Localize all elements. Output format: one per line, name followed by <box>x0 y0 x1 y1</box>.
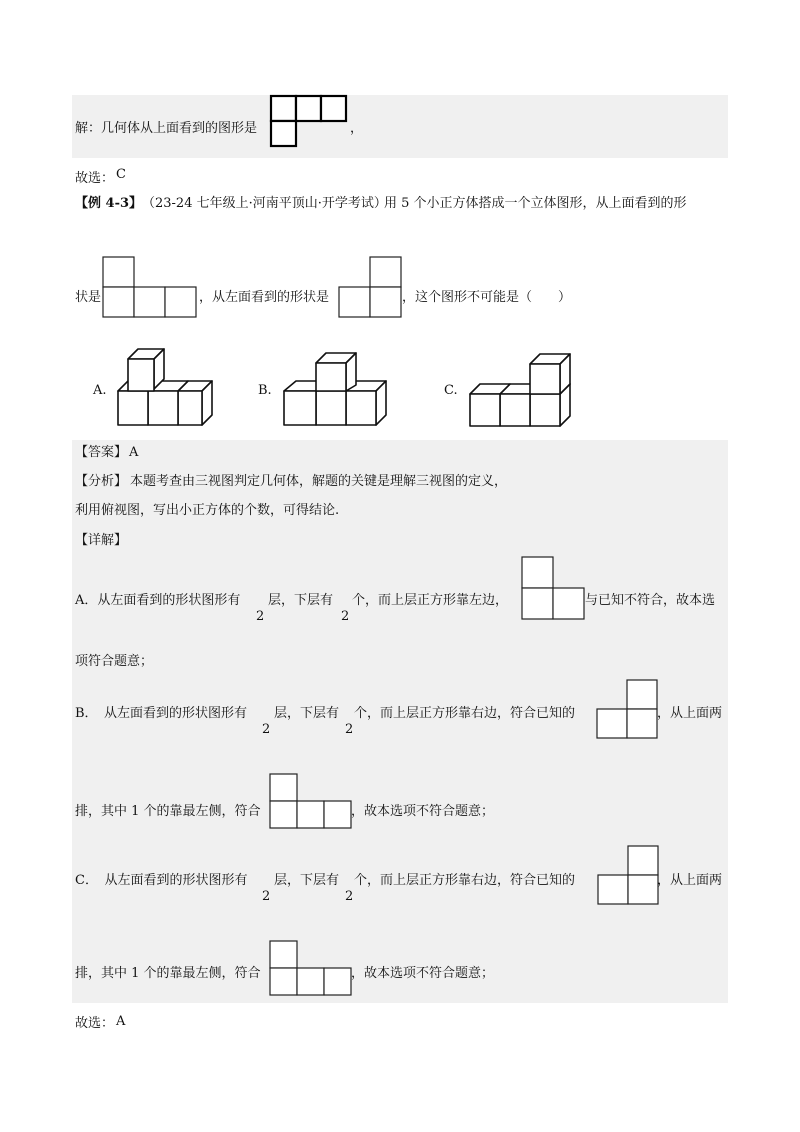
detail-a-1a: A．从左面看到的形状图形有 <box>75 593 241 608</box>
detail-a-n1: 2 <box>256 609 265 624</box>
given-top-view <box>102 256 198 318</box>
top-view-figure-small <box>270 95 350 147</box>
analysis-label: 【分析】 <box>75 474 128 489</box>
detail-c-1d: ，从上面两 <box>657 873 723 888</box>
answer-label: 【答案】 <box>75 445 128 460</box>
detail-c-2b: ，故本选项不符合题意； <box>351 966 495 981</box>
example-text-2b: ，从左面看到的形状是 <box>199 290 330 305</box>
option-c-solid <box>466 350 584 432</box>
example-text-2c: ，这个图形不可能是（ ） <box>402 290 572 305</box>
detail-b-n1: 2 <box>262 722 271 737</box>
example-text-1: 用 5 个小正方体搭成一个立体图形，从上面看到的形 <box>384 196 687 211</box>
detail-b-1d: ，从上面两 <box>657 706 723 721</box>
choice-label-1: 故选： <box>75 171 115 186</box>
detail-c-2a: 排，其中 1 个的靠最左侧，符合 <box>75 966 261 981</box>
detail-label: 【详解】 <box>75 533 128 548</box>
example-source: （23-24 七年级上·河南平顶山·开学考试） <box>142 196 387 211</box>
option-c-label: C. <box>444 383 458 398</box>
detail-c-top-view <box>269 940 353 996</box>
analysis-line-1: 本题考查由三视图判定几何体，解题的关键是理解三视图的定义， <box>130 474 508 489</box>
given-left-view <box>339 256 403 318</box>
detail-c-1a: C． 从左面看到的形状图形有 <box>75 873 248 888</box>
option-b-solid <box>278 345 396 433</box>
choice-label-2: 故选： <box>75 1016 115 1031</box>
detail-b-1a: B． 从左面看到的形状图形有 <box>75 706 248 721</box>
option-a-solid <box>110 345 228 433</box>
choice-value-2: A <box>116 1014 126 1029</box>
solution-prefix: 解：几何体从上面看到的图形是 <box>75 121 258 136</box>
detail-a-1b: 层，下层有 <box>268 593 334 608</box>
detail-c-n1: 2 <box>262 889 271 904</box>
detail-b-2a: 排，其中 1 个的靠最左侧，符合 <box>75 804 261 819</box>
detail-b-n2: 2 <box>345 722 354 737</box>
detail-b-left-view <box>597 679 659 741</box>
detail-b-top-view <box>269 773 353 829</box>
choice-value-1: C <box>116 167 126 182</box>
detail-a-n2: 2 <box>341 609 350 624</box>
solution-suffix: ， <box>350 121 364 136</box>
option-a-label: A. <box>93 383 107 398</box>
detail-c-n2: 2 <box>345 889 354 904</box>
detail-b-1b: 层，下层有 <box>274 706 340 721</box>
option-b-label: B. <box>258 383 272 398</box>
example-tag: 【例 4-3】 <box>75 196 143 211</box>
detail-a-1d: 与已知不符合，故本选 <box>585 593 716 608</box>
detail-b-2b: ，故本选项不符合题意； <box>351 804 495 819</box>
example-text-2a: 状是 <box>75 290 102 305</box>
answer-value: A <box>129 445 139 460</box>
detail-c-1c: 个，而上层正方形靠右边，符合已知的 <box>354 873 576 888</box>
detail-a-2: 项符合题意； <box>75 654 154 669</box>
detail-c-1b: 层，下层有 <box>274 873 340 888</box>
analysis-line-2: 利用俯视图，写出小正方体的个数，可得结论. <box>75 503 340 518</box>
detail-a-left-view <box>521 556 587 620</box>
detail-c-left-view <box>598 845 660 907</box>
detail-b-1c: 个，而上层正方形靠右边，符合已知的 <box>354 706 576 721</box>
detail-a-1c: 个，而上层正方形靠左边， <box>352 593 509 608</box>
